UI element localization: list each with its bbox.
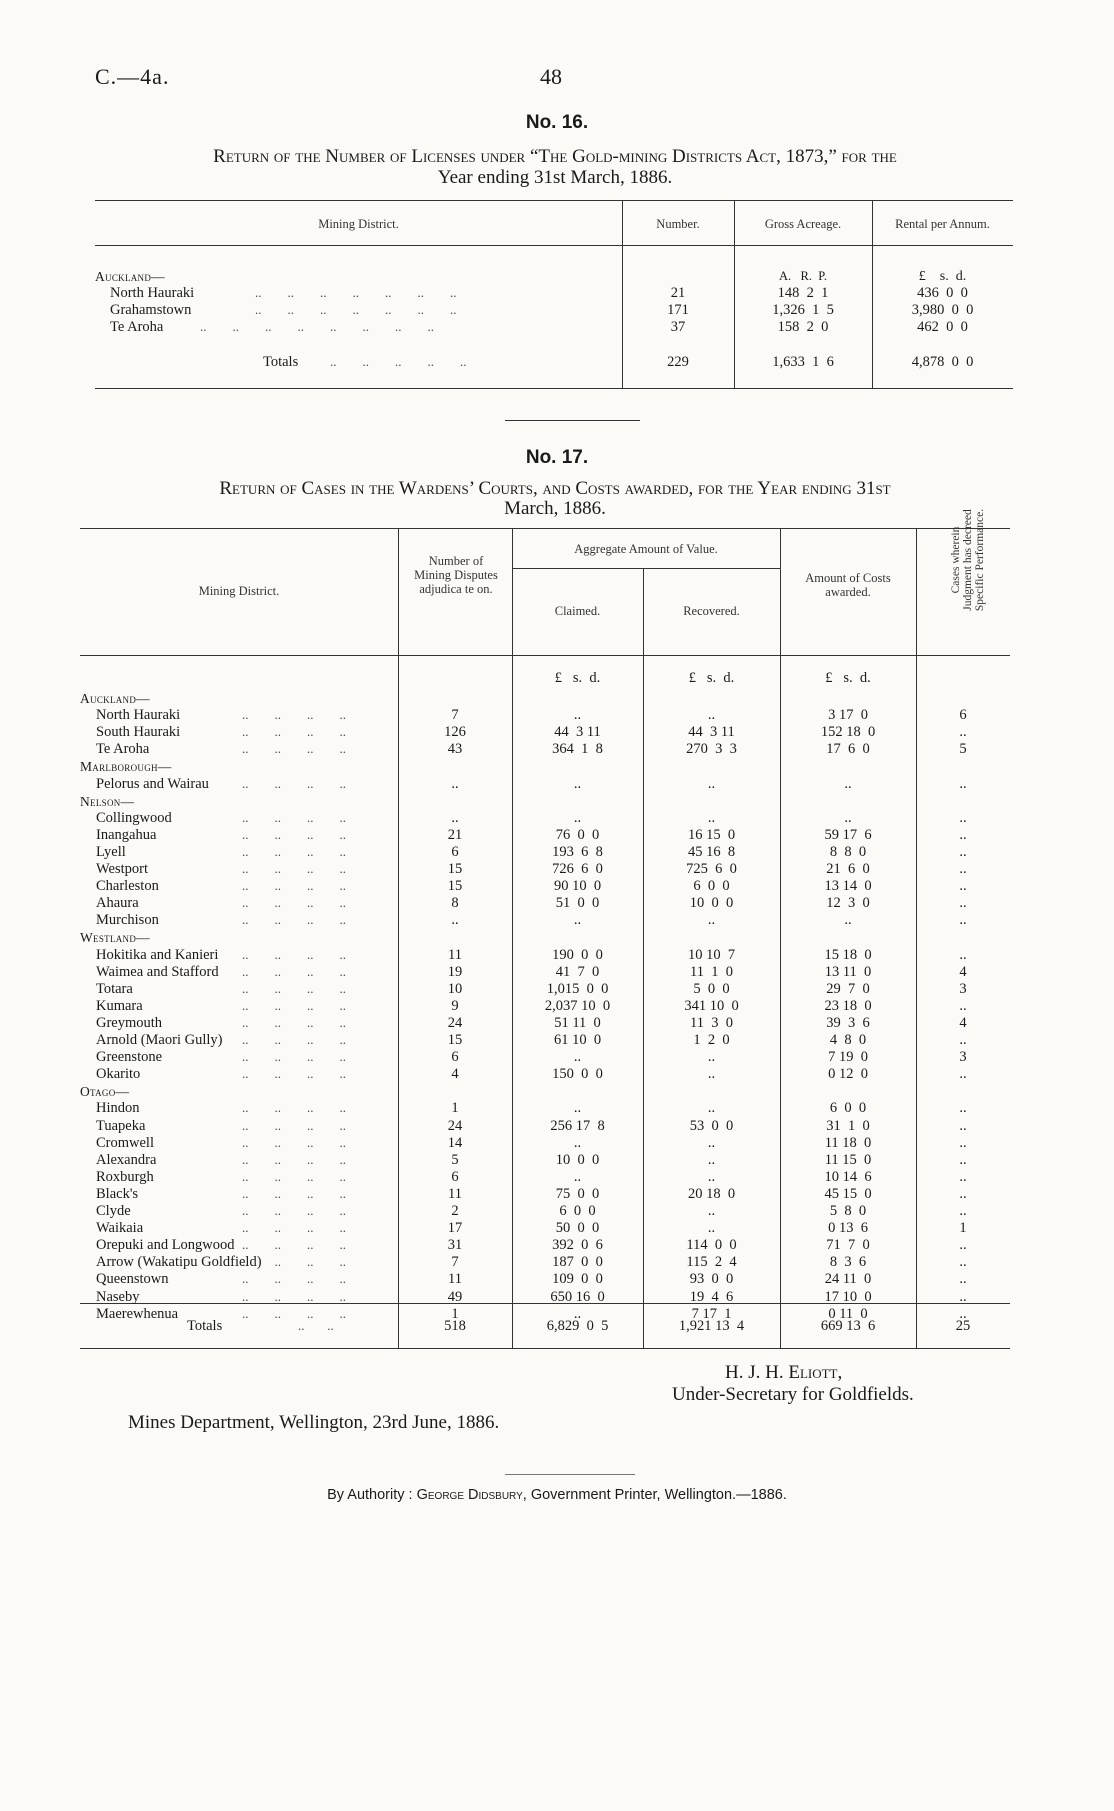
district-name: Te Aroha xyxy=(96,741,150,758)
district-name: Black's xyxy=(96,1185,139,1202)
table16-acre-units: A. R. P. xyxy=(779,269,827,283)
district-name: Kumara xyxy=(96,997,143,1014)
recovered-value: 11 3 0 xyxy=(690,1014,733,1031)
district-name: Roxburgh xyxy=(96,1168,154,1185)
specific-performance-cases: .. xyxy=(959,1305,967,1322)
specific-performance-cases: 1 xyxy=(959,1220,967,1237)
costs-awarded: 0 11 0 xyxy=(828,1305,868,1322)
costs-awarded: 8 3 6 xyxy=(829,1254,867,1271)
claimed-value: .. xyxy=(573,707,582,724)
disputes-number: 15 xyxy=(447,878,463,895)
specific-performance-cases: .. xyxy=(959,826,967,843)
table17-title-line1: Return of Cases in the Wardens’ Courts, and Costs awarded, for the Year ending 31st xyxy=(219,478,891,499)
specific-performance-cases: .. xyxy=(959,1066,967,1083)
recovered-value: 1 2 0 xyxy=(693,1032,730,1048)
claimed-value: .. xyxy=(573,775,582,792)
district-name: Lyell xyxy=(96,843,126,860)
costs-awarded: .. xyxy=(844,912,852,929)
district-name: Arrow (Wakatipu Goldfield) xyxy=(96,1254,262,1271)
costs-awarded: 13 14 0 xyxy=(824,878,872,895)
rental-per-annum: 436 0 0 xyxy=(917,285,968,301)
costs-awarded: 10 14 6 xyxy=(824,1168,872,1185)
costs-awarded: 39 3 6 xyxy=(826,1014,870,1031)
leader-dots: .. .. .. .. xyxy=(242,946,346,962)
leader-dots: .. .. .. .. xyxy=(242,912,346,928)
claimed-value: 41 7 0 xyxy=(555,963,600,980)
claimed-value: 650 16 0 xyxy=(550,1288,605,1305)
costs-awarded: 15 18 0 xyxy=(824,946,872,963)
costs-awarded: 3 17 0 xyxy=(828,707,868,724)
claimed-value: 75 0 0 xyxy=(555,1185,600,1202)
costs-awarded: 31 1 0 xyxy=(826,1117,870,1134)
district-name: Okarito xyxy=(96,1066,141,1083)
claimed-value: 256 17 8 xyxy=(550,1117,605,1134)
table17-col-cases xyxy=(950,508,1035,630)
specific-performance-cases: 6 xyxy=(959,707,967,724)
district-name: Westport xyxy=(96,861,148,877)
district-name: Grahamstown xyxy=(110,302,192,318)
specific-performance-cases: .. xyxy=(959,843,967,860)
total-recovered: 1,921 13 4 xyxy=(678,1318,745,1334)
claimed-value: .. xyxy=(573,1168,582,1185)
specific-performance-cases: 3 xyxy=(959,1049,967,1066)
leader-dots: .. .. .. .. xyxy=(242,1288,346,1304)
district-name: Tuapeka xyxy=(96,1117,146,1134)
disputes-number: 1 xyxy=(451,1305,459,1322)
disputes-number: 17 xyxy=(447,1220,463,1237)
group-label: Auckland— xyxy=(80,691,150,706)
claimed-value: 364 1 8 xyxy=(552,741,603,758)
costs-awarded: 11 15 0 xyxy=(824,1151,872,1168)
district-name: Charleston xyxy=(96,878,159,895)
claimed-value: 726 6 0 xyxy=(552,861,603,877)
claimed-value: .. xyxy=(573,809,582,826)
claimed-value: 187 0 0 xyxy=(552,1254,603,1271)
costs-awarded: 7 19 0 xyxy=(828,1049,868,1066)
licenses-number: 21 xyxy=(670,285,686,301)
table16-header-rule xyxy=(95,245,1013,246)
recovered-value: .. xyxy=(707,809,716,826)
leader-dots: .. .. .. .. xyxy=(242,826,346,842)
table17-col-number: Number of Mining Disputes adjudica te on. xyxy=(414,554,498,596)
disputes-number: 11 xyxy=(448,1271,462,1288)
claimed-value: 44 3 11 xyxy=(554,724,601,741)
disputes-number: 7 xyxy=(451,1254,459,1271)
specific-performance-cases: .. xyxy=(959,1271,967,1288)
recovered-value: .. xyxy=(707,1134,716,1151)
costs-awarded: 0 13 6 xyxy=(828,1220,868,1237)
recovered-value: .. xyxy=(707,775,716,792)
recovered-value: 11 1 0 xyxy=(690,963,733,980)
leader-dots: .. .. .. .. xyxy=(242,1134,346,1150)
district-name: Orepuki and Longwood xyxy=(96,1237,235,1254)
costs-awarded: 29 7 0 xyxy=(826,980,870,997)
disputes-number: 14 xyxy=(447,1134,463,1151)
costs-awarded: 5 8 0 xyxy=(829,1203,867,1219)
claimed-value: .. xyxy=(573,1100,582,1117)
district-name: Queenstown xyxy=(96,1271,169,1288)
total-disputes: 518 xyxy=(444,1318,466,1334)
gross-acreage: 158 2 0 xyxy=(777,319,829,335)
costs-awarded: 45 15 0 xyxy=(824,1185,872,1202)
claimed-units: £ s. d. xyxy=(554,670,601,686)
district-name: Hokitika and Kanieri xyxy=(96,946,219,963)
district-name: Te Aroha xyxy=(110,319,164,335)
disputes-number: 19 xyxy=(447,963,463,980)
recovered-value: 53 0 0 xyxy=(689,1117,734,1134)
costs-awarded: 13 11 0 xyxy=(824,963,872,980)
totals-label: Totals xyxy=(263,354,299,370)
group-label: Westland— xyxy=(80,930,150,946)
specific-performance-cases: .. xyxy=(959,724,967,741)
specific-performance-cases: .. xyxy=(959,1288,967,1305)
disputes-number: 8 xyxy=(451,895,459,912)
table16-col-acreage: Gross Acreage. xyxy=(764,217,842,231)
group-label: Nelson— xyxy=(80,793,135,809)
table16-title-line2: Year ending 31st March, 1886. xyxy=(437,167,673,188)
disputes-number: 6 xyxy=(451,1049,459,1066)
costs-awarded: 12 3 0 xyxy=(826,895,870,912)
recovered-value: 725 6 0 xyxy=(686,861,737,877)
table17-header-rule xyxy=(80,655,1010,656)
leader-dots: .. .. .. .. xyxy=(242,963,346,979)
claimed-value: .. xyxy=(573,912,582,929)
printer-imprint: By Authority : George Didsbury, Government Printer, Wellington.—1886. xyxy=(327,1487,787,1503)
recovered-value: 114 0 0 xyxy=(686,1237,737,1254)
recovered-value: .. xyxy=(707,1220,716,1237)
recovered-value: 20 18 0 xyxy=(687,1185,736,1202)
licenses-number: 37 xyxy=(670,319,686,335)
disputes-number: 11 xyxy=(448,946,462,963)
district-name: Collingwood xyxy=(96,809,172,826)
district-name: Ahaura xyxy=(96,895,139,912)
claimed-value: 6 0 0 xyxy=(559,1203,596,1219)
leader-dots: .. .. .. .. .. .. .. xyxy=(255,302,457,317)
claimed-value: 50 0 0 xyxy=(555,1220,600,1237)
costs-awarded: 71 7 0 xyxy=(826,1237,870,1254)
leader-dots: .. .. .. .. xyxy=(242,1168,346,1184)
table17-top-rule xyxy=(80,528,1010,529)
specific-performance-cases: .. xyxy=(959,861,967,877)
recovered-value: 19 4 6 xyxy=(689,1288,734,1305)
recovered-value: 7 17 1 xyxy=(691,1305,732,1322)
table17-col-costs: Amount of Costs awarded. xyxy=(805,571,891,599)
table16-title-line1: Return of the Number of Licenses under “The Gold-mining Districts Act, 1873,” for the xyxy=(213,146,897,167)
disputes-number: 31 xyxy=(447,1237,463,1254)
leader-dots: .. .. .. .. xyxy=(242,1151,346,1167)
leader-dots: .. .. .. .. xyxy=(242,1220,346,1236)
claimed-value: 90 10 0 xyxy=(553,878,602,895)
specific-performance-cases: 4 xyxy=(959,963,967,980)
district-name: Hindon xyxy=(96,1100,140,1117)
leader-dots: .. .. .. .. xyxy=(242,1117,346,1133)
disputes-number: 49 xyxy=(447,1288,463,1305)
specific-performance-cases: .. xyxy=(959,1185,967,1202)
recovered-value: 16 15 0 xyxy=(687,826,736,843)
total-number: 229 xyxy=(667,354,689,370)
specific-performance-cases: .. xyxy=(959,1134,967,1151)
district-name: Arnold (Maori Gully) xyxy=(96,1032,223,1048)
leader-dots: .. .. .. .. xyxy=(242,1203,346,1218)
gross-acreage: 1,326 1 5 xyxy=(772,302,834,318)
claimed-value: 190 0 0 xyxy=(552,946,603,963)
leader-dots: .. .. .. .. .. xyxy=(330,354,467,369)
disputes-number: 2 xyxy=(451,1203,459,1219)
leader-dots: .. .. .. .. xyxy=(242,878,346,894)
recovered-value: .. xyxy=(707,1151,716,1168)
costs-awarded: 17 10 0 xyxy=(824,1288,872,1305)
leader-dots: .. .. .. .. xyxy=(242,1254,346,1270)
specific-performance-cases: .. xyxy=(959,775,967,792)
table17-bottom-rule xyxy=(80,1348,1010,1349)
total-claimed: 6,829 0 5 xyxy=(546,1318,609,1334)
claimed-value: 392 0 6 xyxy=(552,1237,603,1254)
table16-bottom-rule xyxy=(95,388,1013,389)
recovered-value: 5 0 0 xyxy=(693,980,730,997)
leader-dots: .. .. .. .. .. .. .. .. xyxy=(200,319,434,334)
specific-performance-cases: .. xyxy=(959,912,967,929)
costs-awarded: 11 18 0 xyxy=(824,1134,872,1151)
disputes-number: 11 xyxy=(448,1185,462,1202)
disputes-number: 24 xyxy=(447,1117,463,1134)
specific-performance-cases: .. xyxy=(959,1254,967,1271)
claimed-value: 1,015 0 0 xyxy=(546,980,609,997)
recovered-value: 93 0 0 xyxy=(689,1271,734,1288)
leader-dots: .. .. .. .. xyxy=(242,1014,346,1030)
gross-acreage: 148 2 1 xyxy=(777,285,829,301)
claimed-value: 2,037 10 0 xyxy=(544,997,611,1014)
specific-performance-cases: 4 xyxy=(959,1014,967,1031)
table17-title-line2: March, 1886. xyxy=(504,498,606,519)
table17-col-district: Mining District. xyxy=(198,584,280,598)
table16-col-rental: Rental per Annum. xyxy=(895,217,990,231)
specific-performance-cases: .. xyxy=(959,1203,967,1219)
costs-awarded: 8 8 0 xyxy=(829,843,867,860)
leader-dots: .. .. .. .. xyxy=(242,1185,346,1201)
group-label: Otago— xyxy=(80,1084,130,1100)
leader-dots: .. .. .. .. xyxy=(242,775,346,791)
district-name: Greymouth xyxy=(96,1014,163,1031)
specific-performance-cases: .. xyxy=(959,1237,967,1254)
disputes-number: 6 xyxy=(451,1168,459,1185)
disputes-number: 7 xyxy=(451,707,459,724)
district-name: Greenstone xyxy=(96,1049,163,1066)
district-name: North Hauraki xyxy=(110,285,195,301)
leader-dots: .. .. .. .. xyxy=(242,980,346,996)
disputes-number: 21 xyxy=(447,826,463,843)
leader-dots: .. .. .. .. xyxy=(242,741,346,757)
costs-awarded: 23 18 0 xyxy=(824,997,872,1014)
disputes-number: .. xyxy=(451,775,459,792)
disputes-number: 24 xyxy=(447,1014,463,1031)
specific-performance-cases: .. xyxy=(959,997,967,1014)
claimed-value: 10 0 0 xyxy=(555,1151,600,1168)
leader-dots: .. .. .. .. xyxy=(242,1100,346,1116)
disputes-number: 9 xyxy=(451,997,459,1014)
district-name: South Hauraki xyxy=(96,724,181,741)
table17-col-claimed: Claimed. xyxy=(554,604,601,618)
leader-dots: .. .. xyxy=(298,1318,334,1333)
claimed-value: .. xyxy=(573,1305,582,1322)
district-name: Totara xyxy=(96,980,133,997)
recovered-value: .. xyxy=(707,912,716,929)
district-name: Maerewhenua xyxy=(96,1305,179,1322)
specific-performance-cases: .. xyxy=(959,1151,967,1168)
specific-performance-cases: .. xyxy=(959,809,967,826)
total-specific-performance: 25 xyxy=(955,1318,971,1334)
costs-awarded: .. xyxy=(844,809,852,826)
recovered-value: 45 16 8 xyxy=(687,843,736,860)
leader-dots: .. .. .. .. xyxy=(242,997,346,1013)
disputes-number: 1 xyxy=(451,1100,459,1117)
leader-dots: .. .. .. .. xyxy=(242,1271,346,1287)
leader-dots: .. .. .. .. xyxy=(242,1066,346,1082)
specific-performance-cases: .. xyxy=(959,1168,967,1185)
costs-awarded: 4 8 0 xyxy=(829,1032,867,1048)
disputes-number: 126 xyxy=(444,724,466,741)
recovered-value: .. xyxy=(707,707,716,724)
recovered-units: £ s. d. xyxy=(688,670,735,686)
claimed-value: 61 10 0 xyxy=(553,1032,602,1048)
specific-performance-cases: .. xyxy=(959,946,967,963)
leader-dots: .. .. .. .. xyxy=(242,1032,346,1047)
page-number: 48 xyxy=(540,64,562,89)
place-and-date: Mines Department, Wellington, 23rd June, 1886. xyxy=(128,1412,500,1433)
district-name: Murchison xyxy=(96,912,159,929)
specific-performance-cases: .. xyxy=(959,1117,967,1134)
claimed-value: 76 0 0 xyxy=(555,826,600,843)
costs-awarded: 59 17 6 xyxy=(824,826,872,843)
disputes-number: .. xyxy=(451,809,459,826)
disputes-number: 15 xyxy=(447,1032,463,1048)
total-costs: 669 13 6 xyxy=(820,1318,876,1334)
leader-dots: .. .. .. .. xyxy=(242,724,346,740)
page-reference: C.—4a. xyxy=(95,64,170,89)
recovered-value: .. xyxy=(707,1168,716,1185)
costs-awarded: 21 6 0 xyxy=(826,861,870,877)
district-name: Pelorus and Wairau xyxy=(96,775,209,792)
table16-number: No. 16. xyxy=(525,112,589,133)
leader-dots: .. .. .. .. xyxy=(242,1049,346,1065)
costs-awarded: 24 11 0 xyxy=(824,1271,872,1288)
leader-dots: .. .. .. .. xyxy=(242,1305,346,1321)
leader-dots: .. .. .. .. xyxy=(242,895,346,911)
leader-dots: .. .. .. .. xyxy=(242,861,346,876)
leader-dots: .. .. .. .. .. .. .. xyxy=(255,285,457,300)
costs-awarded: 6 0 0 xyxy=(829,1100,867,1117)
disputes-number: 5 xyxy=(451,1151,459,1168)
district-name: Cromwell xyxy=(96,1134,154,1151)
signatory-name: H. J. H. Eliott, xyxy=(725,1362,843,1383)
recovered-value: 10 0 0 xyxy=(689,895,734,912)
table16-col-number: Number. xyxy=(656,217,700,231)
district-name: Clyde xyxy=(96,1203,131,1219)
recovered-value: .. xyxy=(707,1066,716,1083)
table16-group-auckland: Auckland— xyxy=(95,269,165,284)
table17-number: No. 17. xyxy=(525,447,589,468)
recovered-value: 270 3 3 xyxy=(686,741,737,758)
leader-dots: .. .. .. .. xyxy=(242,1237,346,1253)
specific-performance-cases: .. xyxy=(959,1100,967,1117)
licenses-number: 171 xyxy=(667,302,689,318)
district-name: Waikaia xyxy=(96,1220,144,1237)
rental-per-annum: 462 0 0 xyxy=(917,319,968,335)
recovered-value: 44 3 11 xyxy=(688,724,735,741)
totals-label: Totals xyxy=(187,1318,223,1334)
disputes-number: 43 xyxy=(447,741,463,758)
total-rental: 4,878 0 0 xyxy=(911,354,974,370)
claimed-value: 51 0 0 xyxy=(555,895,600,912)
recovered-value: 6 0 0 xyxy=(693,878,730,895)
leader-dots: .. .. .. .. xyxy=(242,809,346,825)
table17-col-aggregate: Aggregate Amount of Value. xyxy=(574,542,718,556)
costs-units: £ s. d. xyxy=(825,670,871,686)
claimed-value: 51 11 0 xyxy=(554,1014,601,1031)
table17-aggregate-rule xyxy=(512,568,780,569)
rental-per-annum: 3,980 0 0 xyxy=(911,302,974,318)
section-divider xyxy=(505,420,640,421)
recovered-value: .. xyxy=(707,1049,716,1066)
recovered-value: 10 10 7 xyxy=(687,946,736,963)
specific-performance-cases: .. xyxy=(959,895,967,912)
district-name: North Hauraki xyxy=(96,707,181,724)
claimed-value: 150 0 0 xyxy=(552,1066,603,1083)
claimed-value: .. xyxy=(573,1134,582,1151)
costs-awarded: .. xyxy=(844,775,852,792)
costs-awarded: 0 12 0 xyxy=(828,1066,868,1083)
claimed-value: 193 6 8 xyxy=(552,843,603,860)
recovered-value: 115 2 4 xyxy=(686,1254,737,1271)
recovered-value: .. xyxy=(707,1203,716,1219)
table16-money-units: £ s. d. xyxy=(918,269,967,284)
specific-performance-cases: .. xyxy=(959,878,967,895)
disputes-number: 10 xyxy=(447,980,463,997)
total-acreage: 1,633 1 6 xyxy=(772,354,834,370)
table16-top-rule xyxy=(95,200,1013,201)
specific-performance-cases: 3 xyxy=(959,980,967,997)
claimed-value: .. xyxy=(573,1049,582,1066)
recovered-value: .. xyxy=(707,1100,716,1117)
disputes-number: .. xyxy=(451,912,459,929)
costs-awarded: 17 6 0 xyxy=(826,741,870,758)
claimed-value: 109 0 0 xyxy=(552,1271,603,1288)
table16-col-district: Mining District. xyxy=(318,217,399,231)
recovered-value: 341 10 0 xyxy=(684,997,739,1014)
leader-dots: .. .. .. .. xyxy=(242,707,346,723)
specific-performance-cases: .. xyxy=(959,1032,967,1048)
cases-header-text: Cases wherein Judgment has decreed Specific Performance. xyxy=(950,508,986,612)
leader-dots: .. .. .. .. xyxy=(242,843,346,859)
district-name: Inangahua xyxy=(96,826,157,843)
disputes-number: 4 xyxy=(451,1066,459,1083)
footer-divider xyxy=(505,1474,635,1475)
disputes-number: 15 xyxy=(447,861,463,877)
costs-awarded: 152 18 0 xyxy=(820,724,876,741)
disputes-number: 6 xyxy=(451,843,459,860)
district-name: Alexandra xyxy=(96,1151,157,1168)
table17-col-recovered: Recovered. xyxy=(683,604,740,618)
district-name: Naseby xyxy=(96,1288,140,1305)
district-name: Waimea and Stafford xyxy=(96,963,219,980)
specific-performance-cases: 5 xyxy=(959,741,967,758)
signatory-role: Under-Secretary for Goldfields. xyxy=(672,1384,914,1405)
group-label: Marlborough— xyxy=(80,759,172,775)
